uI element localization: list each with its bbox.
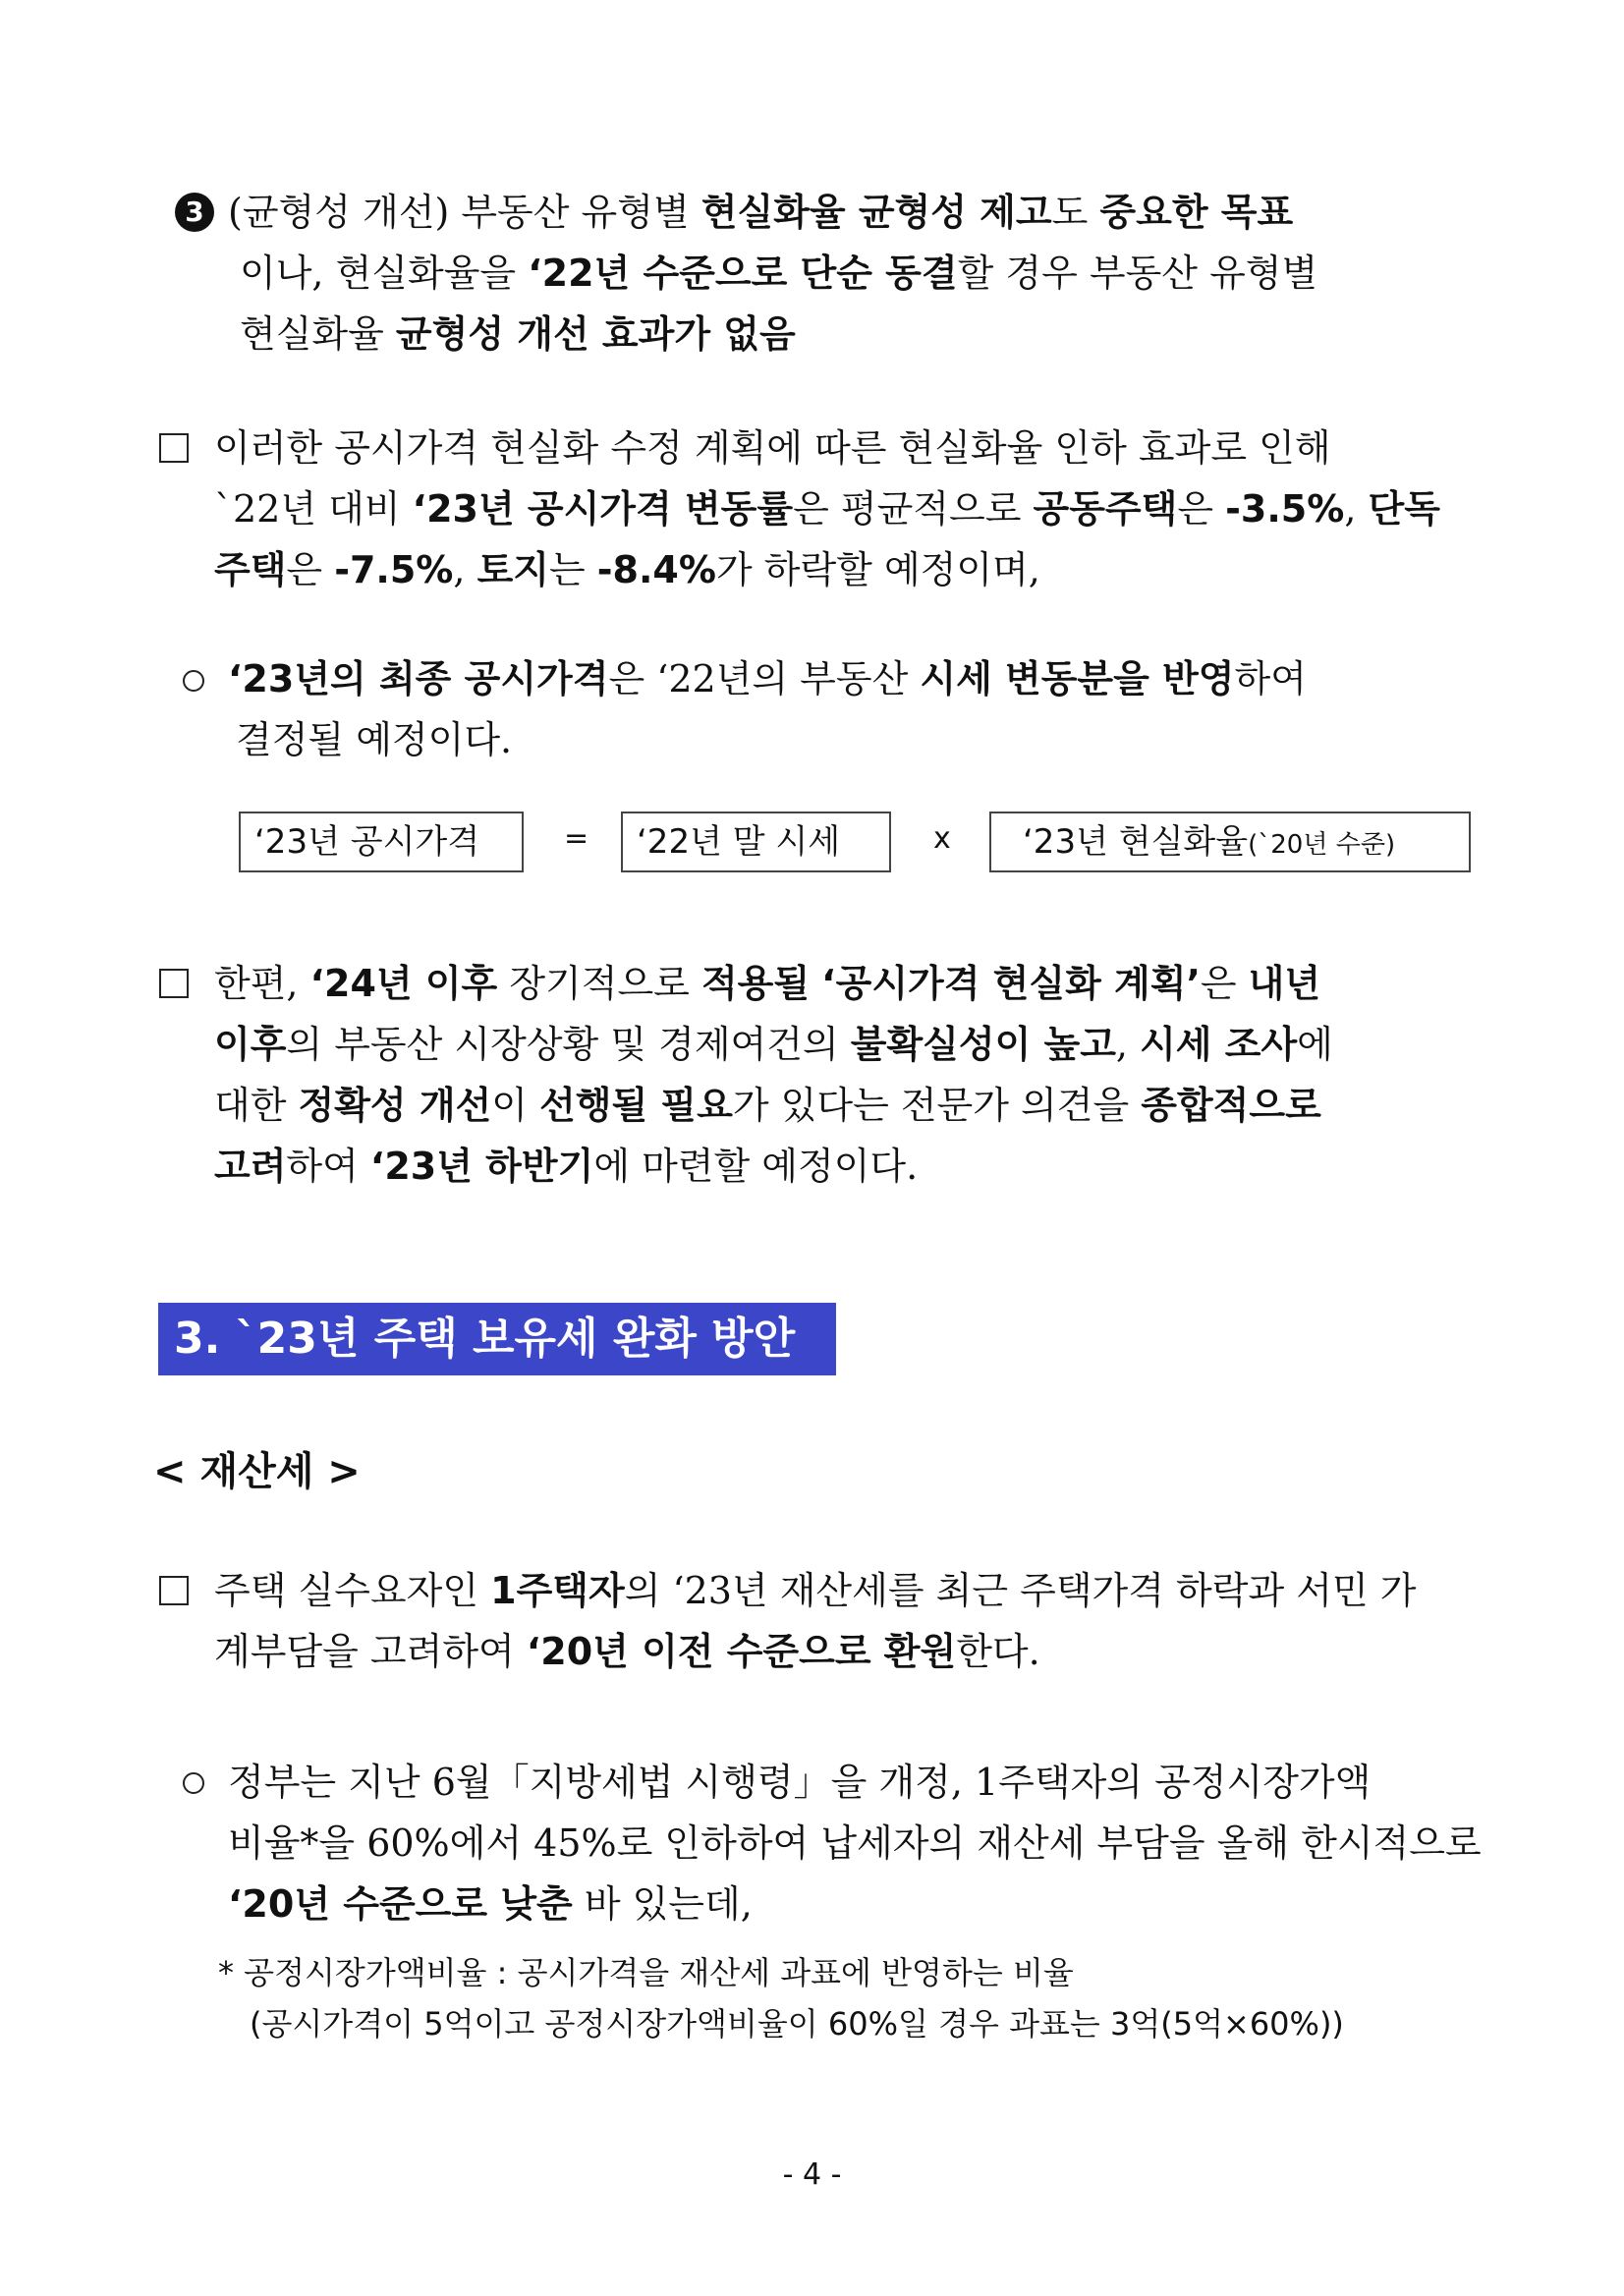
formula-term-1-text: ‘23년 공시가격 [254, 822, 480, 862]
formula-term-2-text: ‘22년 말 시세 [637, 822, 841, 862]
text-segment: 바 있는데, [572, 1882, 753, 1926]
bold-text-segment: 내년 [1248, 962, 1321, 1005]
text-segment: , [1344, 487, 1369, 531]
text-segment: 도 [1051, 191, 1100, 234]
text-segment: 한다. [956, 1630, 1040, 1673]
item-3-line-2 [175, 243, 1472, 304]
circled-number-icon: 3 [175, 193, 214, 232]
square-bullet-icon [159, 1576, 189, 1605]
text-segment: 대한 [214, 1084, 299, 1127]
text-segment: , [1115, 1023, 1141, 1066]
paragraph-line [214, 478, 1482, 539]
text-segment: 현실화율 [240, 312, 396, 356]
footnote-line-1: * 공정시장가액비율 : 공시가격을 재산세 과표에 반영하는 비율 [218, 1954, 1074, 1991]
text-segment [810, 962, 821, 1005]
bold-text-segment: 1주택자 [490, 1569, 625, 1612]
bold-text-segment: -3.5% [1225, 487, 1345, 531]
bold-text-segment: 종합적으로 [1141, 1084, 1321, 1127]
square-bullet-icon [159, 433, 189, 463]
text-segment: 가 있다는 전문가 의견을 [732, 1084, 1142, 1127]
bold-text-segment: 불확실성이 높고 [850, 1023, 1116, 1066]
text-segment: 이나, 현실화율을 [240, 252, 529, 295]
paragraph-price-change [214, 418, 1482, 600]
paragraph-line [228, 709, 1466, 770]
paragraph-line [228, 1813, 1482, 1874]
bold-text-segment: ‘24년 이후 [309, 962, 498, 1005]
text-segment: 비율*을 60%에서 45%로 인하하여 납세자의 재산세 부담을 올해 한시적으로 [228, 1821, 1482, 1865]
bold-text-segment: ‘20년 이전 수준으로 환원 [526, 1630, 957, 1673]
text-segment: 에 [1297, 1023, 1333, 1066]
formula-equals: = [564, 821, 589, 856]
text-segment: 계부담을 고려하여 [214, 1630, 527, 1673]
text-segment: 정부는 지난 6월「지방세법 시행령」을 개정, 1주택자의 공정시장가액 [228, 1761, 1372, 1804]
text-segment: 의 부동산 시장상황 및 경제여건의 [286, 1023, 851, 1066]
formula-term-3-note: (`20년 수준) [1248, 830, 1396, 860]
text-segment: 은 [1200, 962, 1249, 1005]
paragraph-line [214, 1621, 1482, 1682]
paragraph-line [214, 418, 1482, 478]
page-number: - 4 - [782, 2157, 842, 2192]
item-3-line-3 [175, 304, 1472, 364]
paragraph-line [214, 1560, 1482, 1621]
text-segment: 는 [548, 548, 597, 591]
bold-text-segment: 시세 변동분을 반영 [920, 657, 1235, 700]
paragraph-line [228, 1752, 1476, 1813]
bold-text-segment: 단독 [1368, 487, 1440, 531]
text-segment: `22년 대비 [214, 487, 413, 531]
text-segment: 이 [491, 1084, 540, 1127]
text-segment: 의 ‘23년 재산세를 최근 주택가격 하락과 서민 가 [624, 1569, 1417, 1612]
circle-bullet-icon [183, 1772, 204, 1794]
item-3-line-1 [175, 182, 1472, 243]
bold-text-segment: ‘20년 수준으로 낮춘 [228, 1882, 573, 1926]
text-segment: 결정될 예정이다. [236, 718, 513, 761]
bold-text-segment: ‘공시가격 현실화 계획’ [821, 962, 1201, 1005]
paragraph-long-term-plan [214, 953, 1482, 1197]
text-segment: 가 하락할 예정이며, [715, 548, 1040, 591]
bold-text-segment: 적용될 [700, 962, 811, 1005]
bold-text-segment: 주택 [214, 548, 287, 591]
bold-text-segment: 정확성 개선 [298, 1084, 492, 1127]
bold-text-segment: 이후 [214, 1023, 287, 1066]
bold-text-segment: -8.4% [596, 548, 716, 591]
bold-text-segment: 균형성 개선 효과가 없음 [395, 312, 796, 356]
bold-text-segment: -7.5% [334, 548, 454, 591]
paragraph-line [214, 1075, 1482, 1136]
bold-text-segment: 중요한 목표 [1099, 191, 1294, 234]
text-segment: 하여 [1234, 657, 1307, 700]
text-segment: 장기적으로 [497, 962, 701, 1005]
sub-paragraph-fair-market [228, 1752, 1482, 1934]
circle-bullet-icon [183, 670, 204, 692]
bold-text-segment: 고려 [214, 1145, 287, 1188]
section-header: 3. `23년 주택 보유세 완화 방안 [158, 1303, 836, 1375]
bold-text-segment: ‘23년 하반기 [369, 1145, 594, 1188]
footnote-line-2: (공시가격이 5억이고 공정시장가액비율이 60%일 경우 과표는 3억(5억×60%)) [250, 2005, 1344, 2043]
paragraph-line [214, 1014, 1482, 1075]
text-segment: 할 경우 부동산 유형별 [957, 252, 1318, 295]
formula-term-1 [239, 812, 524, 872]
text-segment: 한편, [214, 962, 310, 1005]
text-segment: 은 [1177, 487, 1226, 531]
formula-term-2 [621, 812, 891, 872]
paragraph-line [228, 1874, 1476, 1934]
paragraph-line [214, 1136, 1482, 1197]
subheading-property-tax: < 재산세 > [153, 1449, 361, 1494]
formula-term-3-text: ‘23년 현실화율 [1023, 822, 1249, 862]
paragraph-line [214, 539, 1482, 600]
paragraph-one-house [214, 1560, 1482, 1682]
paragraph-line [228, 648, 1466, 709]
bold-text-segment: ‘22년 수준으로 단순 동결 [528, 252, 958, 295]
item-3-paragraph [175, 182, 1472, 364]
bold-text-segment: 시세 조사 [1140, 1023, 1298, 1066]
formula-term-3 [989, 812, 1471, 872]
bold-text-segment: ‘23년 공시가격 변동률 [412, 487, 794, 531]
formula-times: x [933, 821, 951, 856]
bold-text-segment: 선행될 필요 [539, 1084, 733, 1127]
text-segment: 하여 [286, 1145, 370, 1188]
text-segment: , [453, 548, 477, 591]
sub-paragraph-final-price [228, 648, 1466, 770]
text-segment: 이러한 공시가격 현실화 수정 계획에 따른 현실화율 인하 효과로 인해 [214, 426, 1331, 470]
bold-text-segment: ‘23년의 최종 공시가격 [228, 657, 609, 700]
text-segment: 에 마련할 예정이다. [593, 1145, 919, 1188]
text-segment: 은 ‘22년의 부동산 [608, 657, 921, 700]
bold-text-segment: 토지 [476, 548, 549, 591]
text-segment: 은 평균적으로 [793, 487, 1034, 531]
text-segment: (균형성 개선) 부동산 유형별 [228, 191, 701, 234]
bold-text-segment: 공동주택 [1033, 487, 1178, 531]
square-bullet-icon [159, 969, 189, 998]
paragraph-line [214, 953, 1482, 1014]
text-segment: 주택 실수요자인 [214, 1569, 491, 1612]
bold-text-segment: 현실화율 균형성 제고 [700, 191, 1052, 234]
text-segment: 은 [286, 548, 335, 591]
